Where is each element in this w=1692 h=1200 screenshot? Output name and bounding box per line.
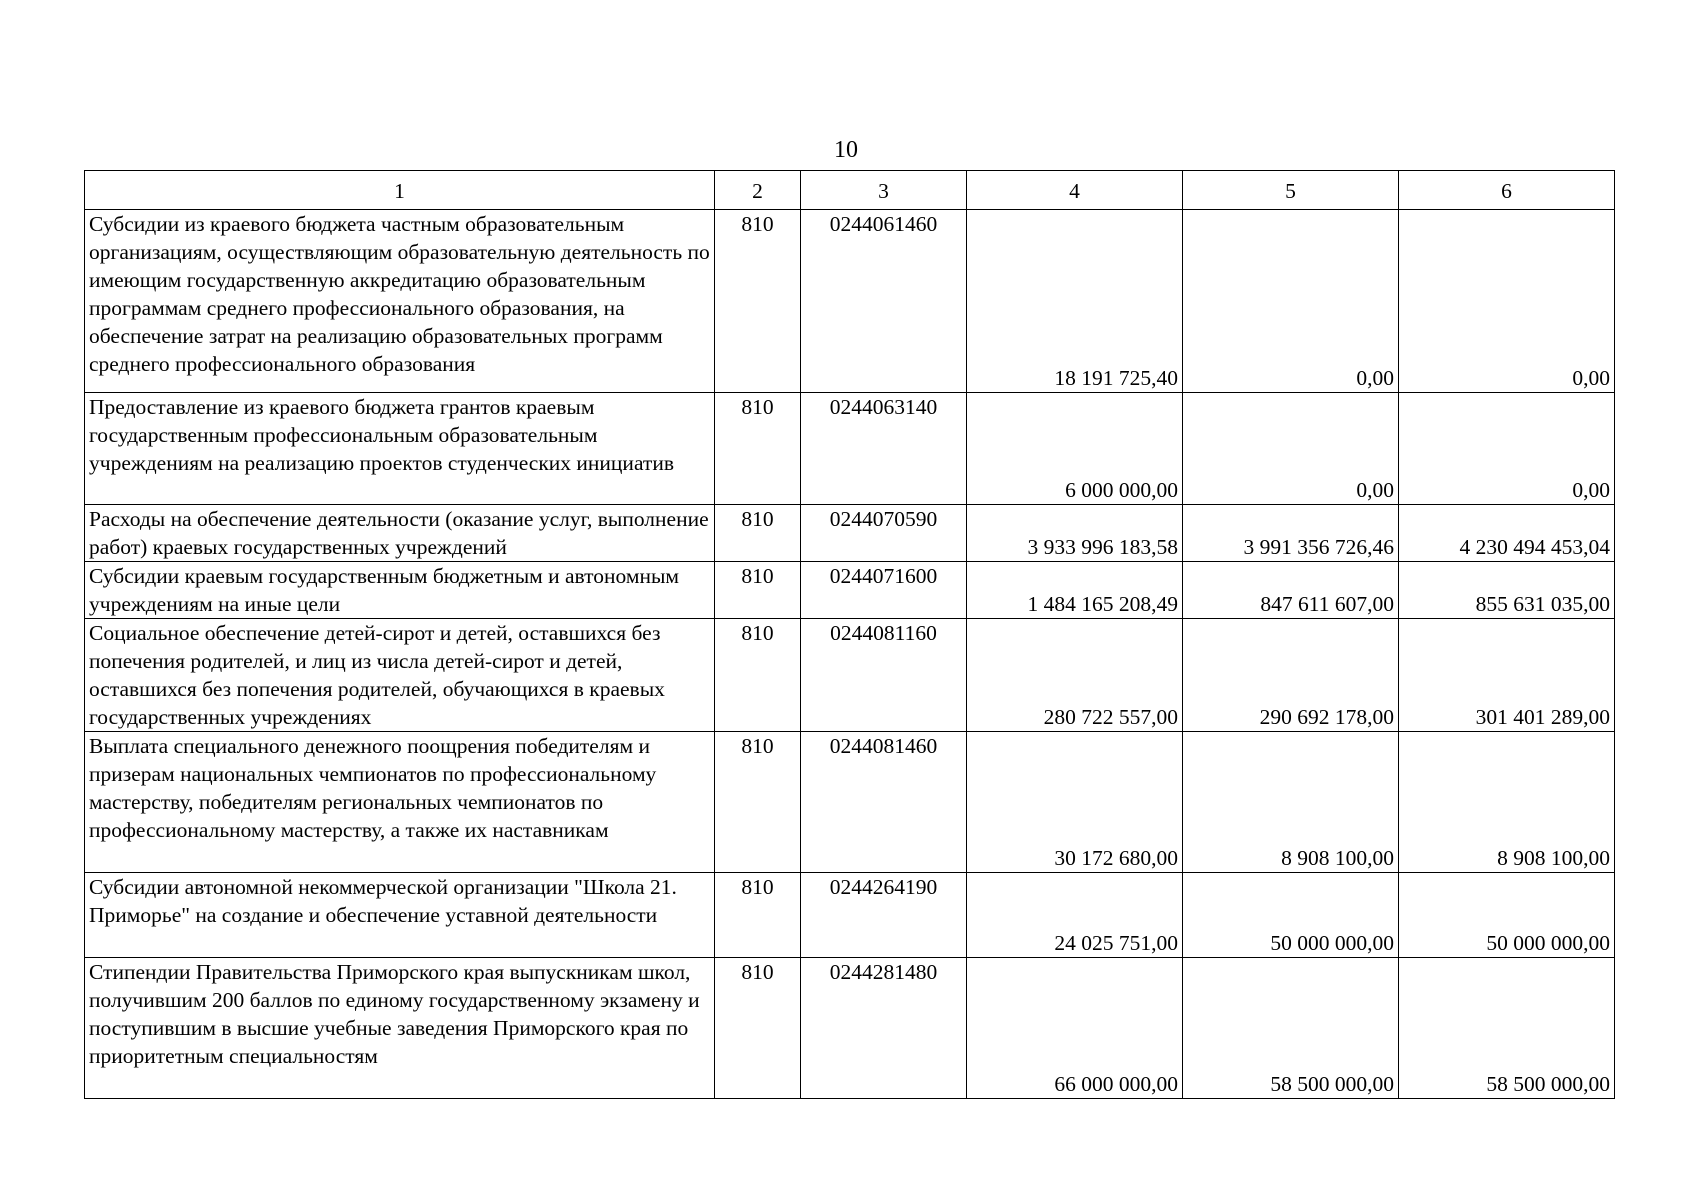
row-target-code: 0244071600	[801, 562, 967, 619]
table-row	[85, 958, 1615, 1099]
row-name: Выплата специального денежного поощрения победителям и призерам национальных чемпионатов по профессиональному мастерству, победителям региональных чемпионатов по профессиональному мастерству, а также их наставникам	[85, 732, 715, 873]
row-amount-col-5: 58 500 000,00	[1183, 958, 1399, 1099]
table-row	[85, 619, 1615, 732]
table-row	[85, 210, 1615, 393]
row-amount-col-6: 58 500 000,00	[1399, 958, 1615, 1099]
row-target-code: 0244061460	[801, 210, 967, 393]
row-ministry-code: 810	[715, 619, 801, 732]
row-amount-col-4: 66 000 000,00	[967, 958, 1183, 1099]
row-target-code: 0244264190	[801, 873, 967, 958]
row-ministry-code: 810	[715, 393, 801, 505]
row-ministry-code: 810	[715, 210, 801, 393]
header-col-6: 6	[1399, 171, 1615, 210]
table-row	[85, 505, 1615, 562]
row-amount-col-4: 1 484 165 208,49	[967, 562, 1183, 619]
row-target-code: 0244281480	[801, 958, 967, 1099]
row-amount-col-6: 50 000 000,00	[1399, 873, 1615, 958]
page-number: 10	[834, 137, 858, 163]
row-amount-col-6: 855 631 035,00	[1399, 562, 1615, 619]
row-amount-col-6: 4 230 494 453,04	[1399, 505, 1615, 562]
row-amount-col-5: 290 692 178,00	[1183, 619, 1399, 732]
row-ministry-code: 810	[715, 873, 801, 958]
row-amount-col-4: 6 000 000,00	[967, 393, 1183, 505]
header-col-1: 1	[85, 171, 715, 210]
row-name: Субсидии из краевого бюджета частным образовательным организациям, осуществляющим образовательную деятельность по имеющим государственную аккредитацию образовательным программам среднего профессионального образования, на обеспечение затрат на реализацию образовательных программ среднего профессионального образования	[85, 210, 715, 393]
row-amount-col-5: 50 000 000,00	[1183, 873, 1399, 958]
row-target-code: 0244070590	[801, 505, 967, 562]
header-col-2: 2	[715, 171, 801, 210]
row-name: Социальное обеспечение детей-сирот и детей, оставшихся без попечения родителей, и лиц из числа детей-сирот и детей, оставшихся без попечения родителей, обучающихся в краевых государственных учреждениях	[85, 619, 715, 732]
row-amount-col-6: 0,00	[1399, 210, 1615, 393]
row-amount-col-5: 8 908 100,00	[1183, 732, 1399, 873]
row-name: Расходы на обеспечение деятельности (оказание услуг, выполнение работ) краевых государственных учреждений	[85, 505, 715, 562]
row-name: Субсидии автономной некоммерческой организации "Школа 21. Приморье" на создание и обеспечение уставной деятельности	[85, 873, 715, 958]
row-amount-col-4: 18 191 725,40	[967, 210, 1183, 393]
budget-table	[84, 170, 1615, 1099]
table-row	[85, 562, 1615, 619]
row-amount-col-5: 847 611 607,00	[1183, 562, 1399, 619]
row-amount-col-6: 301 401 289,00	[1399, 619, 1615, 732]
header-col-3: 3	[801, 171, 967, 210]
row-ministry-code: 810	[715, 562, 801, 619]
row-amount-col-4: 24 025 751,00	[967, 873, 1183, 958]
table-row	[85, 732, 1615, 873]
header-col-4: 4	[967, 171, 1183, 210]
row-target-code: 0244063140	[801, 393, 967, 505]
row-target-code: 0244081460	[801, 732, 967, 873]
row-name: Стипендии Правительства Приморского края выпускникам школ, получившим 200 баллов по единому государственному экзамену и поступившим в высшие учебные заведения Приморского края по приоритетным специальностям	[85, 958, 715, 1099]
row-amount-col-4: 3 933 996 183,58	[967, 505, 1183, 562]
header-row	[85, 171, 1615, 210]
row-amount-col-6: 8 908 100,00	[1399, 732, 1615, 873]
row-name: Субсидии краевым государственным бюджетным и автономным учреждениям на иные цели	[85, 562, 715, 619]
row-ministry-code: 810	[715, 958, 801, 1099]
row-name: Предоставление из краевого бюджета грантов краевым государственным профессиональным образовательным учреждениям на реализацию проектов студенческих инициатив	[85, 393, 715, 505]
table-row	[85, 873, 1615, 958]
header-col-5: 5	[1183, 171, 1399, 210]
row-ministry-code: 810	[715, 732, 801, 873]
row-amount-col-5: 3 991 356 726,46	[1183, 505, 1399, 562]
table-row	[85, 393, 1615, 505]
row-amount-col-5: 0,00	[1183, 393, 1399, 505]
row-amount-col-6: 0,00	[1399, 393, 1615, 505]
row-ministry-code: 810	[715, 505, 801, 562]
row-target-code: 0244081160	[801, 619, 967, 732]
row-amount-col-5: 0,00	[1183, 210, 1399, 393]
row-amount-col-4: 30 172 680,00	[967, 732, 1183, 873]
row-amount-col-4: 280 722 557,00	[967, 619, 1183, 732]
